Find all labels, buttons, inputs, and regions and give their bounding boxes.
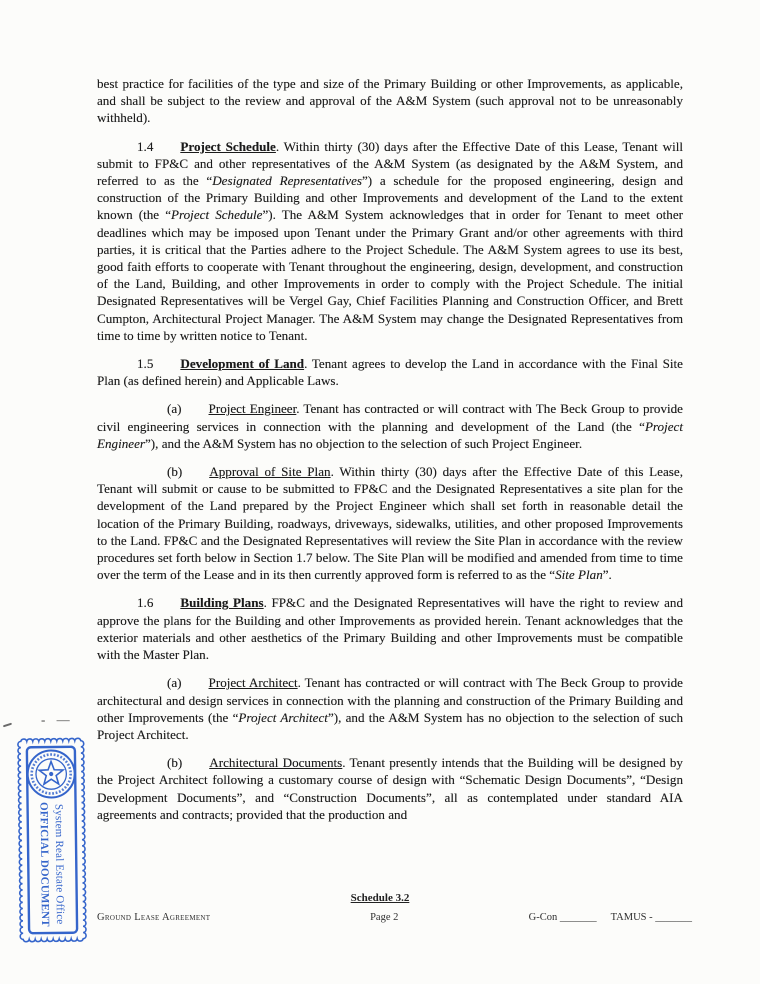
body-text: Project Engineer bbox=[97, 418, 683, 451]
body-text: Project Architect bbox=[238, 709, 328, 725]
paragraph bbox=[97, 355, 683, 389]
clause-heading: Project Architect bbox=[208, 675, 298, 691]
clause-heading: Project Schedule bbox=[180, 138, 276, 154]
paragraph bbox=[97, 754, 683, 823]
paragraph bbox=[97, 138, 683, 344]
clause-number: 1.4 bbox=[137, 138, 154, 154]
stamp-text bbox=[34, 798, 67, 930]
texas-am-system-seal-icon bbox=[27, 750, 75, 798]
clause-heading: Building Plans bbox=[180, 595, 264, 611]
clause-number: 1.6 bbox=[137, 595, 154, 611]
body-text: . Within thirty (30) days after the Effective Date of this Lease, Tenant will submit to FP&C and other representatives of the A&M System (as designated by the A&M System, and referred to as the “ bbox=[97, 138, 683, 189]
body-text: ”), and the A&M System has no objection to the selection of such Project Engineer. bbox=[145, 435, 583, 451]
body-text: ”. bbox=[602, 567, 612, 583]
body-text: . FP&C and the Designated Representatives will have the right to review and approve the plans for the Building and other Improvements as provided herein. Tenant acknowledges that the exterior materials and other aesthetics of the Primary Building and other Improvements must be compatible with the Master Plan. bbox=[97, 595, 683, 663]
clause-number: (b) bbox=[167, 755, 183, 771]
document-body bbox=[97, 75, 683, 823]
clause-heading: Architectural Documents bbox=[209, 755, 343, 771]
body-text: Project Schedule bbox=[171, 207, 263, 223]
clause-heading: Approval of Site Plan bbox=[209, 464, 331, 480]
clause-number: 1.5 bbox=[137, 356, 154, 372]
body-text: . Within thirty (30) days after the Effective Date of this Lease, Tenant will submit or cause to be submitted to FP&C and the Designated Representatives a site plan for the development of the Land prepared by the Project Engineer which shall set forth in reasonable detail the location of the Primary Building, roadways, driveways, sidewalks, utilities, and other proposed Improvements to the Land. FP&C and the Designated Representatives will review the Site Plan in accordance with the review procedures set forth below in Section 1.7 below. The Site Plan will be modified and amended from time to time over the term of the Lease and in its then currently approved form is referred to as the “ bbox=[97, 464, 683, 583]
stamp-official-document-label: OFFICIAL DOCUMENT bbox=[37, 801, 52, 927]
page-footer bbox=[0, 912, 760, 928]
footer-document-title: Ground Lease Agreement bbox=[97, 912, 211, 923]
clause-heading: Development of Land bbox=[180, 356, 305, 372]
paragraph bbox=[97, 400, 683, 452]
paragraph bbox=[97, 75, 683, 127]
stamp-office-name: System Real Estate Office bbox=[52, 803, 67, 925]
body-text: Site Plan bbox=[555, 567, 603, 583]
scan-artifact-dashes: - — bbox=[41, 712, 74, 727]
paragraph bbox=[97, 463, 683, 583]
scan-artifact-mark bbox=[3, 723, 12, 728]
body-text: . Tenant has contracted or will contract with The Beck Group to provide architectural and design services in connection with the planning and construction of the Primary Building and other Improvements (the “ bbox=[97, 675, 683, 725]
body-text: . Tenant agrees to develop the Land in accordance with the Final Site Plan (as defined herein) and Applicable Laws. bbox=[97, 356, 683, 389]
paragraph bbox=[97, 594, 683, 663]
paragraph bbox=[97, 674, 683, 743]
body-text: . Tenant has contracted or will contract with The Beck Group to provide civil engineering services in connection with the planning and development of the Land (the “ bbox=[97, 401, 683, 434]
body-text: ”) a schedule for the proposed engineering, design and construction of the Primary Building and other Improvements and development of the Land to the extent known (the “ bbox=[97, 173, 684, 223]
body-text: Designated Representatives bbox=[212, 173, 362, 189]
footer-tamus-blank: TAMUS - _______ bbox=[610, 912, 692, 923]
schedule-reference: Schedule 3.2 bbox=[350, 892, 410, 904]
body-text: ”), and the A&M System has no objection to the selection of such Project Architect. bbox=[97, 709, 683, 742]
footer-contract-initials bbox=[529, 912, 692, 923]
clause-number: (a) bbox=[167, 675, 182, 691]
body-text: . Tenant presently intends that the Building will be designed by the Project Architect following a customary course of design with “Schematic Design Documents”, “Design Development Documents”, and “Construction Documents”, all as contemplated under standard AIA agreements and contracts; provided that the production and bbox=[97, 755, 683, 822]
body-text: best practice for facilities of the type and size of the Primary Building or other Improvements, as applicable, and shall be subject to the review and approval of the A&M System (such approval not to be unreasonably withheld). bbox=[97, 76, 683, 126]
clause-number: (a) bbox=[167, 401, 182, 417]
body-text: ”). The A&M System acknowledges that in order for Tenant to meet other deadlines which may be imposed upon Tenant under the Primary Grant and/or other agreements with third parties, it is critical that the Parties adhere to the Project Schedule. The A&M System agrees to use its best, good faith efforts to cooperate with Tenant throughout the engineering, design, development, and construction of the Land, Building, and other Improvements in order to comply with the Project Schedule. The initial Designated Representatives will be Vergel Gay, Chief Facilities Planning and Construction Officer, and Brett Cumpton, Architectural Project Manager. The A&M System may change the Designated Representatives from time to time by written notice to Tenant. bbox=[97, 207, 683, 343]
footer-page-number: Page 2 bbox=[370, 912, 399, 923]
clause-heading: Project Engineer bbox=[208, 401, 297, 417]
footer-gcon-blank: G-Con _______ bbox=[528, 912, 597, 923]
clause-number: (b) bbox=[167, 464, 183, 480]
